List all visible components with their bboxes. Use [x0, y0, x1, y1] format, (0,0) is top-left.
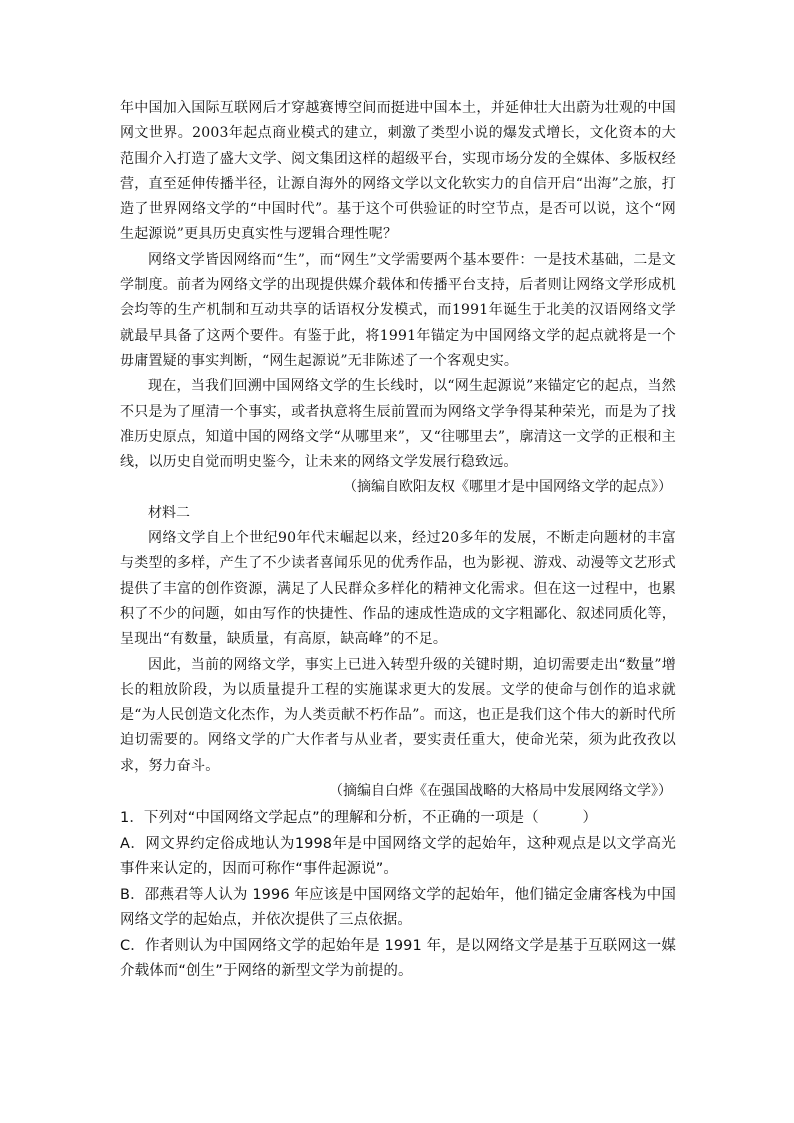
- material-one-source: （摘编自欧阳友权《哪里才是中国网络文学的起点》）: [343, 479, 672, 496]
- material-two-source: （摘编自白烨《在强国战略的大格局中发展网络文学》）: [329, 783, 672, 800]
- question-1-option-c: C．作者则认为中国网络文学的起始年是 1991 年，是以网络文学是基于互联网这一媒介载体而“创生”于网络的新型文学为前提的。: [120, 937, 676, 980]
- question-1-option-a: A．网文界约定俗成地认为1998年是中国网络文学的起始年，这种观点是以文学高光事件来认定的，因而可称作“事件起源说”。: [120, 835, 676, 878]
- material-two: [120, 501, 676, 805]
- material-two-paragraph-1: 网络文学自上个世纪90年代末崛起以来，经过20多年的发展，不断走向题材的丰富与类型的多样，产生了不少读者喜闻乐见的优秀作品，也为影视、游戏、动漫等文艺形式提供了丰富的创作资源，满足了人民群众多样化的精神文化需求。但在这一过程中，也累积了不少的问题，如由写作的快捷性、作品的速成性造成的文字粗鄙化、叙述同质化等，呈现出“有数量，缺质量，有高原，缺高峰”的不足。: [120, 530, 676, 648]
- material-one-paragraph-3: 现在，当我们回溯中国网络文学的生长线时，以“网生起源说”来锚定它的起点，当然不只是为了厘清一个事实，或者执意将生辰前置而为网络文学争得某种荣光，而是为了找准历史原点，知道中国的网络文学“从哪里来”，又“往哪里去”，廓清这一文学的正根和主线，以历史自觉而明史鉴今，让未来的网络文学发展行稳致远。: [120, 378, 676, 471]
- material-one: [120, 96, 676, 501]
- material-two-paragraph-2: 因此，当前的网络文学，事实上已进入转型升级的关键时期，迫切需要走出“数量”增长的粗放阶段，为以质量提升工程的实施谋求更大的发展。文学的使命与创作的追求就是“为人民创造文化杰作，为人类贡献不朽作品”。而这，也正是我们这个伟大的新时代所迫切需要的。网络文学的广大作者与从业者，要实责任重大，使命光荣，须为此孜孜以求，努力奋斗。: [120, 656, 676, 774]
- question-section: [120, 806, 676, 985]
- material-one-paragraph-1: 年中国加入国际互联网后才穿越赛博空间而挺进中国本土，并延伸壮大出蔚为壮观的中国网文世界。2003年起点商业模式的建立，刺激了类型小说的爆发式增长，文化资本的大范围介入打造了盛大文学、阅文集团这样的超级平台，实现市场分发的全媒体、多版权经营，直至延伸传播半径，让源自海外的网络文学以文化软实力的自信开启“出海”之旅，打造了世界网络文学的“中国时代”。基于这个可供验证的时空节点，是否可以说，这个“网生起源说”更具历史真实性与逻辑合理性呢？: [120, 100, 676, 243]
- material-two-heading: 材料二: [148, 504, 190, 521]
- question-1-stem: 1．下列对“中国网络文学起点”的理解和分析，不正确的一项是（ ）: [120, 810, 598, 827]
- document-page: [120, 96, 676, 985]
- material-one-paragraph-2: 网络文学皆因网络而“生”，而“网生”文学需要两个基本要件：一是技术基础，二是文学制度。前者为网络文学的出现提供媒介载体和传播平台支持，后者则让网络文学形成机会均等的生产机制和互动共享的话语权分发模式，而1991年诞生于北美的汉语网络文学就最早具备了这两个要件。有鉴于此，将1991年锚定为中国网络文学的起点就将是一个毋庸置疑的事实判断，“网生起源说”无非陈述了一个客观史实。: [120, 251, 676, 369]
- question-1-option-b: B．邵燕君等人认为 1996 年应该是中国网络文学的起始年，他们锚定金庸客栈为中国网络文学的起始点，并依次提供了三点依据。: [120, 886, 676, 929]
